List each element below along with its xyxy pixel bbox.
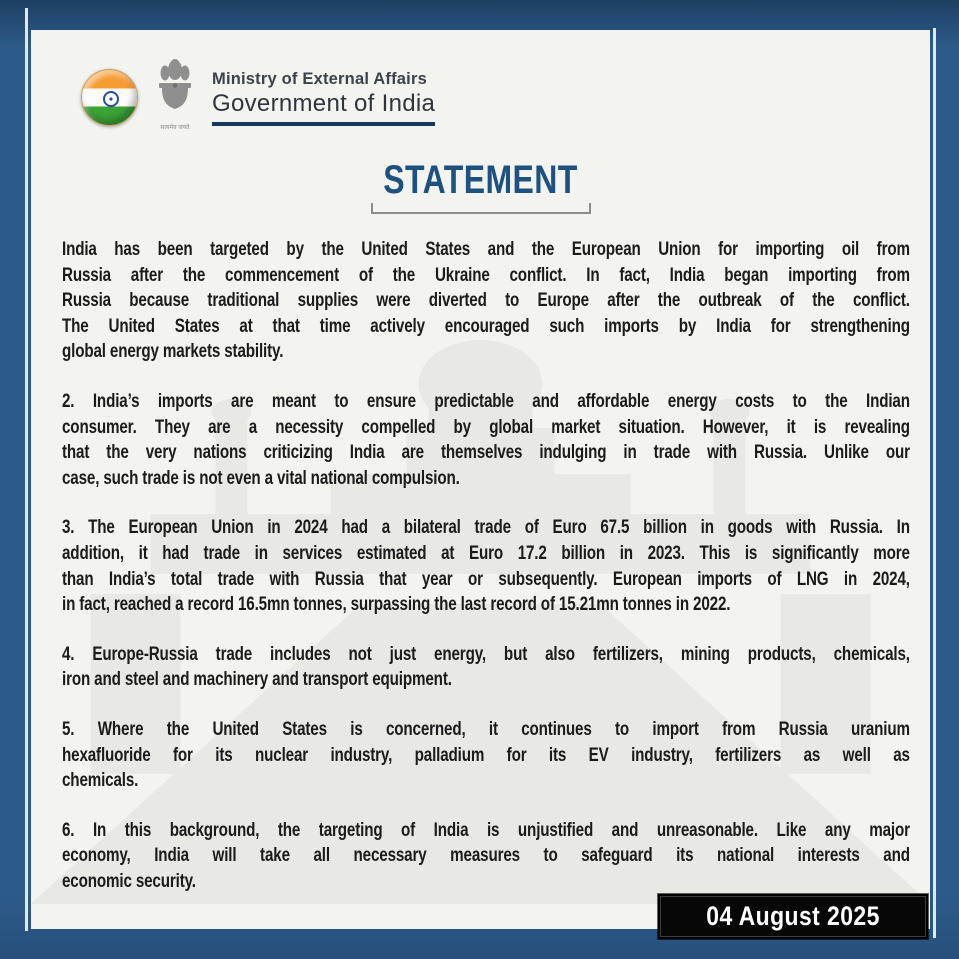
paragraph-line: 2. India’s imports are meant to ensure predictable and affordable energy costs to the Indian <box>62 389 910 412</box>
paragraph-line: global energy markets stability. <box>62 340 284 363</box>
header-text <box>212 70 435 126</box>
right-keyline <box>933 28 936 938</box>
statement-card <box>31 30 930 929</box>
left-keyline <box>25 8 28 931</box>
paragraph-line: 6. In this background, the targeting of India is unjustified and unreasonable. Like any major <box>62 818 910 841</box>
paragraph-line: consumer. They are a necessity compelled by global market situation. However, it is revealing <box>62 415 910 438</box>
statement-paragraph-4 <box>62 642 910 693</box>
paragraph-line: India has been targeted by the United States and the European Union for importing oil from <box>62 238 910 260</box>
date-badge <box>658 894 928 939</box>
title-bracket <box>371 203 591 214</box>
date-label: 04 August 2025 <box>706 901 880 931</box>
statement-paragraph-5 <box>62 717 910 794</box>
title-section <box>31 160 930 214</box>
paragraph-line: economy, India will take all necessary measures to safeguard its national interests and <box>62 844 910 867</box>
paragraph-line: Russia because traditional supplies were diverted to Europe after the outbreak of the conflict. <box>62 289 910 312</box>
paragraph-line: in fact, reached a record 16.5mn tonnes, surpassing the last record of 15.21mn tonnes in 2022. <box>62 593 731 616</box>
paragraph-line: economic security. <box>62 869 196 892</box>
statement-paragraph-3 <box>62 515 910 617</box>
paragraph-line: 5. Where the United States is concerned, it continues to import from Russia uranium <box>62 717 910 740</box>
government-label: Government of India <box>212 89 436 117</box>
paragraph-line: hexafluoride for its nuclear industry, palladium for its EV industry, fertilizers as well as <box>62 743 910 766</box>
paragraph-line: iron and steel and machinery and transport equipment. <box>62 668 452 691</box>
india-flag-icon <box>81 69 138 126</box>
header-underline <box>212 122 435 126</box>
ministry-label: Ministry of External Affairs <box>212 69 427 88</box>
paragraph-line: addition, it had trade in services estimated at Euro 17.2 billion in 2023. This is significantly more <box>62 541 910 564</box>
paragraph-line: The United States at that time actively encouraged such imports by India for strengthening <box>62 314 910 337</box>
paragraph-line: that the very nations criticizing India are themselves indulging in trade with Russia. Unlike our <box>62 441 910 464</box>
header <box>81 64 435 131</box>
paragraph-line: than India’s total trade with Russia that year or subsequently. European imports of LNG in 2024, <box>62 567 910 590</box>
paragraph-line: 3. The European Union in 2024 had a bilateral trade of Euro 67.5 billion in goods with Russia. In <box>62 516 910 539</box>
paragraph-line: 4. Europe-Russia trade includes not just energy, but also fertilizers, mining products, chemicals, <box>62 642 910 665</box>
page-title: STATEMENT <box>383 158 578 202</box>
state-emblem-of-india-icon <box>153 58 197 131</box>
statement-paragraph-1 <box>62 237 910 365</box>
emblem-motto: सत्यमेव जयते <box>160 125 190 131</box>
statement-paragraph-2 <box>62 389 910 491</box>
paragraph-line: case, such trade is not even a vital national compulsion. <box>62 466 460 489</box>
paragraph-line: Russia after the commencement of the Ukraine conflict. In fact, India began importing from <box>62 263 910 286</box>
paragraph-line: chemicals. <box>62 769 139 792</box>
statement-paragraph-6 <box>62 818 910 895</box>
statement-body <box>62 237 910 918</box>
